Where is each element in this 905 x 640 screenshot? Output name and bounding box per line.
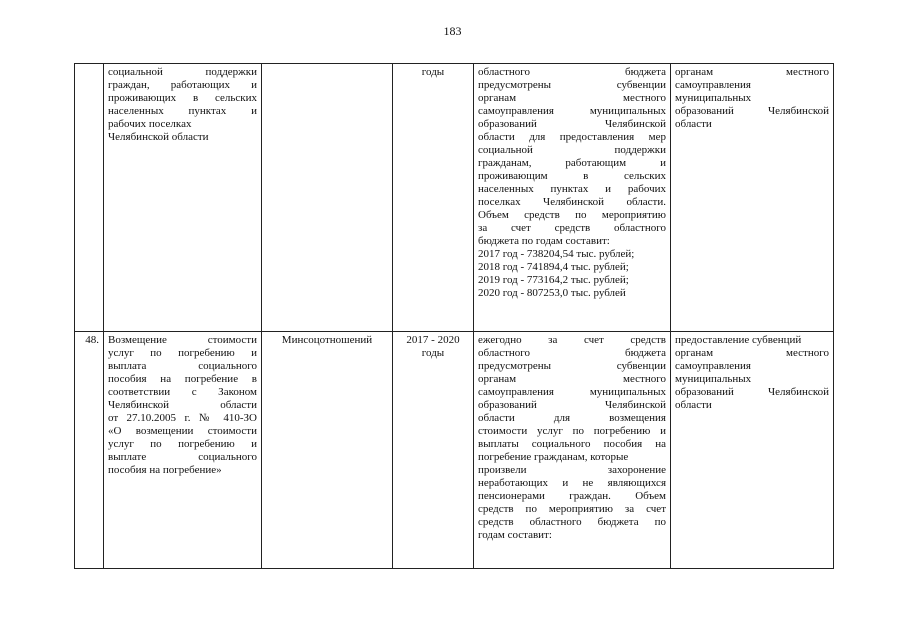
measures-table (74, 63, 834, 569)
period-cell: годы (393, 64, 474, 332)
executor-cell: Минсоцотношений (262, 332, 393, 569)
row-number-cell (75, 64, 104, 332)
page-number: 183 (443, 24, 462, 38)
mechanism-cell: органам местного самоуправления муниципальных образований Челябинской области (671, 64, 834, 332)
measure-name-cell: социальной поддержки граждан, работающих и проживающих в сельских населенных пунктах и рабочих поселках Челябинской области (104, 64, 262, 332)
funding-source-cell: областного бюджета предусмотрены субвенции органам местного самоуправления муниципальных образований Челябинской области для предоставления мер социальной поддержки гражданам, работающим и проживающим в сельских населенных пунктах и рабочих поселках Челябинской области. Объем средств по мероприятию за счет средств областного бюджета по годам составит: 2017 год - 738204,54 тыс. рублей; 2018 год - 741894,4 тыс. рублей; 2019 год - 773164,2 тыс. рублей; 2020 год - 807253,0 тыс. рублей (474, 64, 671, 332)
period-cell: 2017 - 2020 годы (393, 332, 474, 569)
mechanism-cell: предоставление субвенций органам местного самоуправления муниципальных образований Челябинской области (671, 332, 834, 569)
table-row (75, 64, 834, 332)
measure-name-cell: Возмещение стоимости услуг по погребению и выплата социального пособия на погребение в соответствии с Законом Челябинской области от 27.10.2005 г. № 410-ЗО «О возмещении стоимости услуг по погребению и выплате социального пособия на погребение» (104, 332, 262, 569)
funding-source-cell: ежегодно за счет средств областного бюджета предусмотрены субвенции органам местного самоуправления муниципальных образований Челябинской области для возмещения стоимости услуг по погребению и выплаты социального пособия на погребение гражданам, которые произвели захоронение неработающих и не являющихся пенсионерами граждан. Объем средств по мероприятию за счет средств областного бюджета по годам составит: (474, 332, 671, 569)
row-number-cell: 48. (75, 332, 104, 569)
executor-cell (262, 64, 393, 332)
table-row (75, 332, 834, 569)
